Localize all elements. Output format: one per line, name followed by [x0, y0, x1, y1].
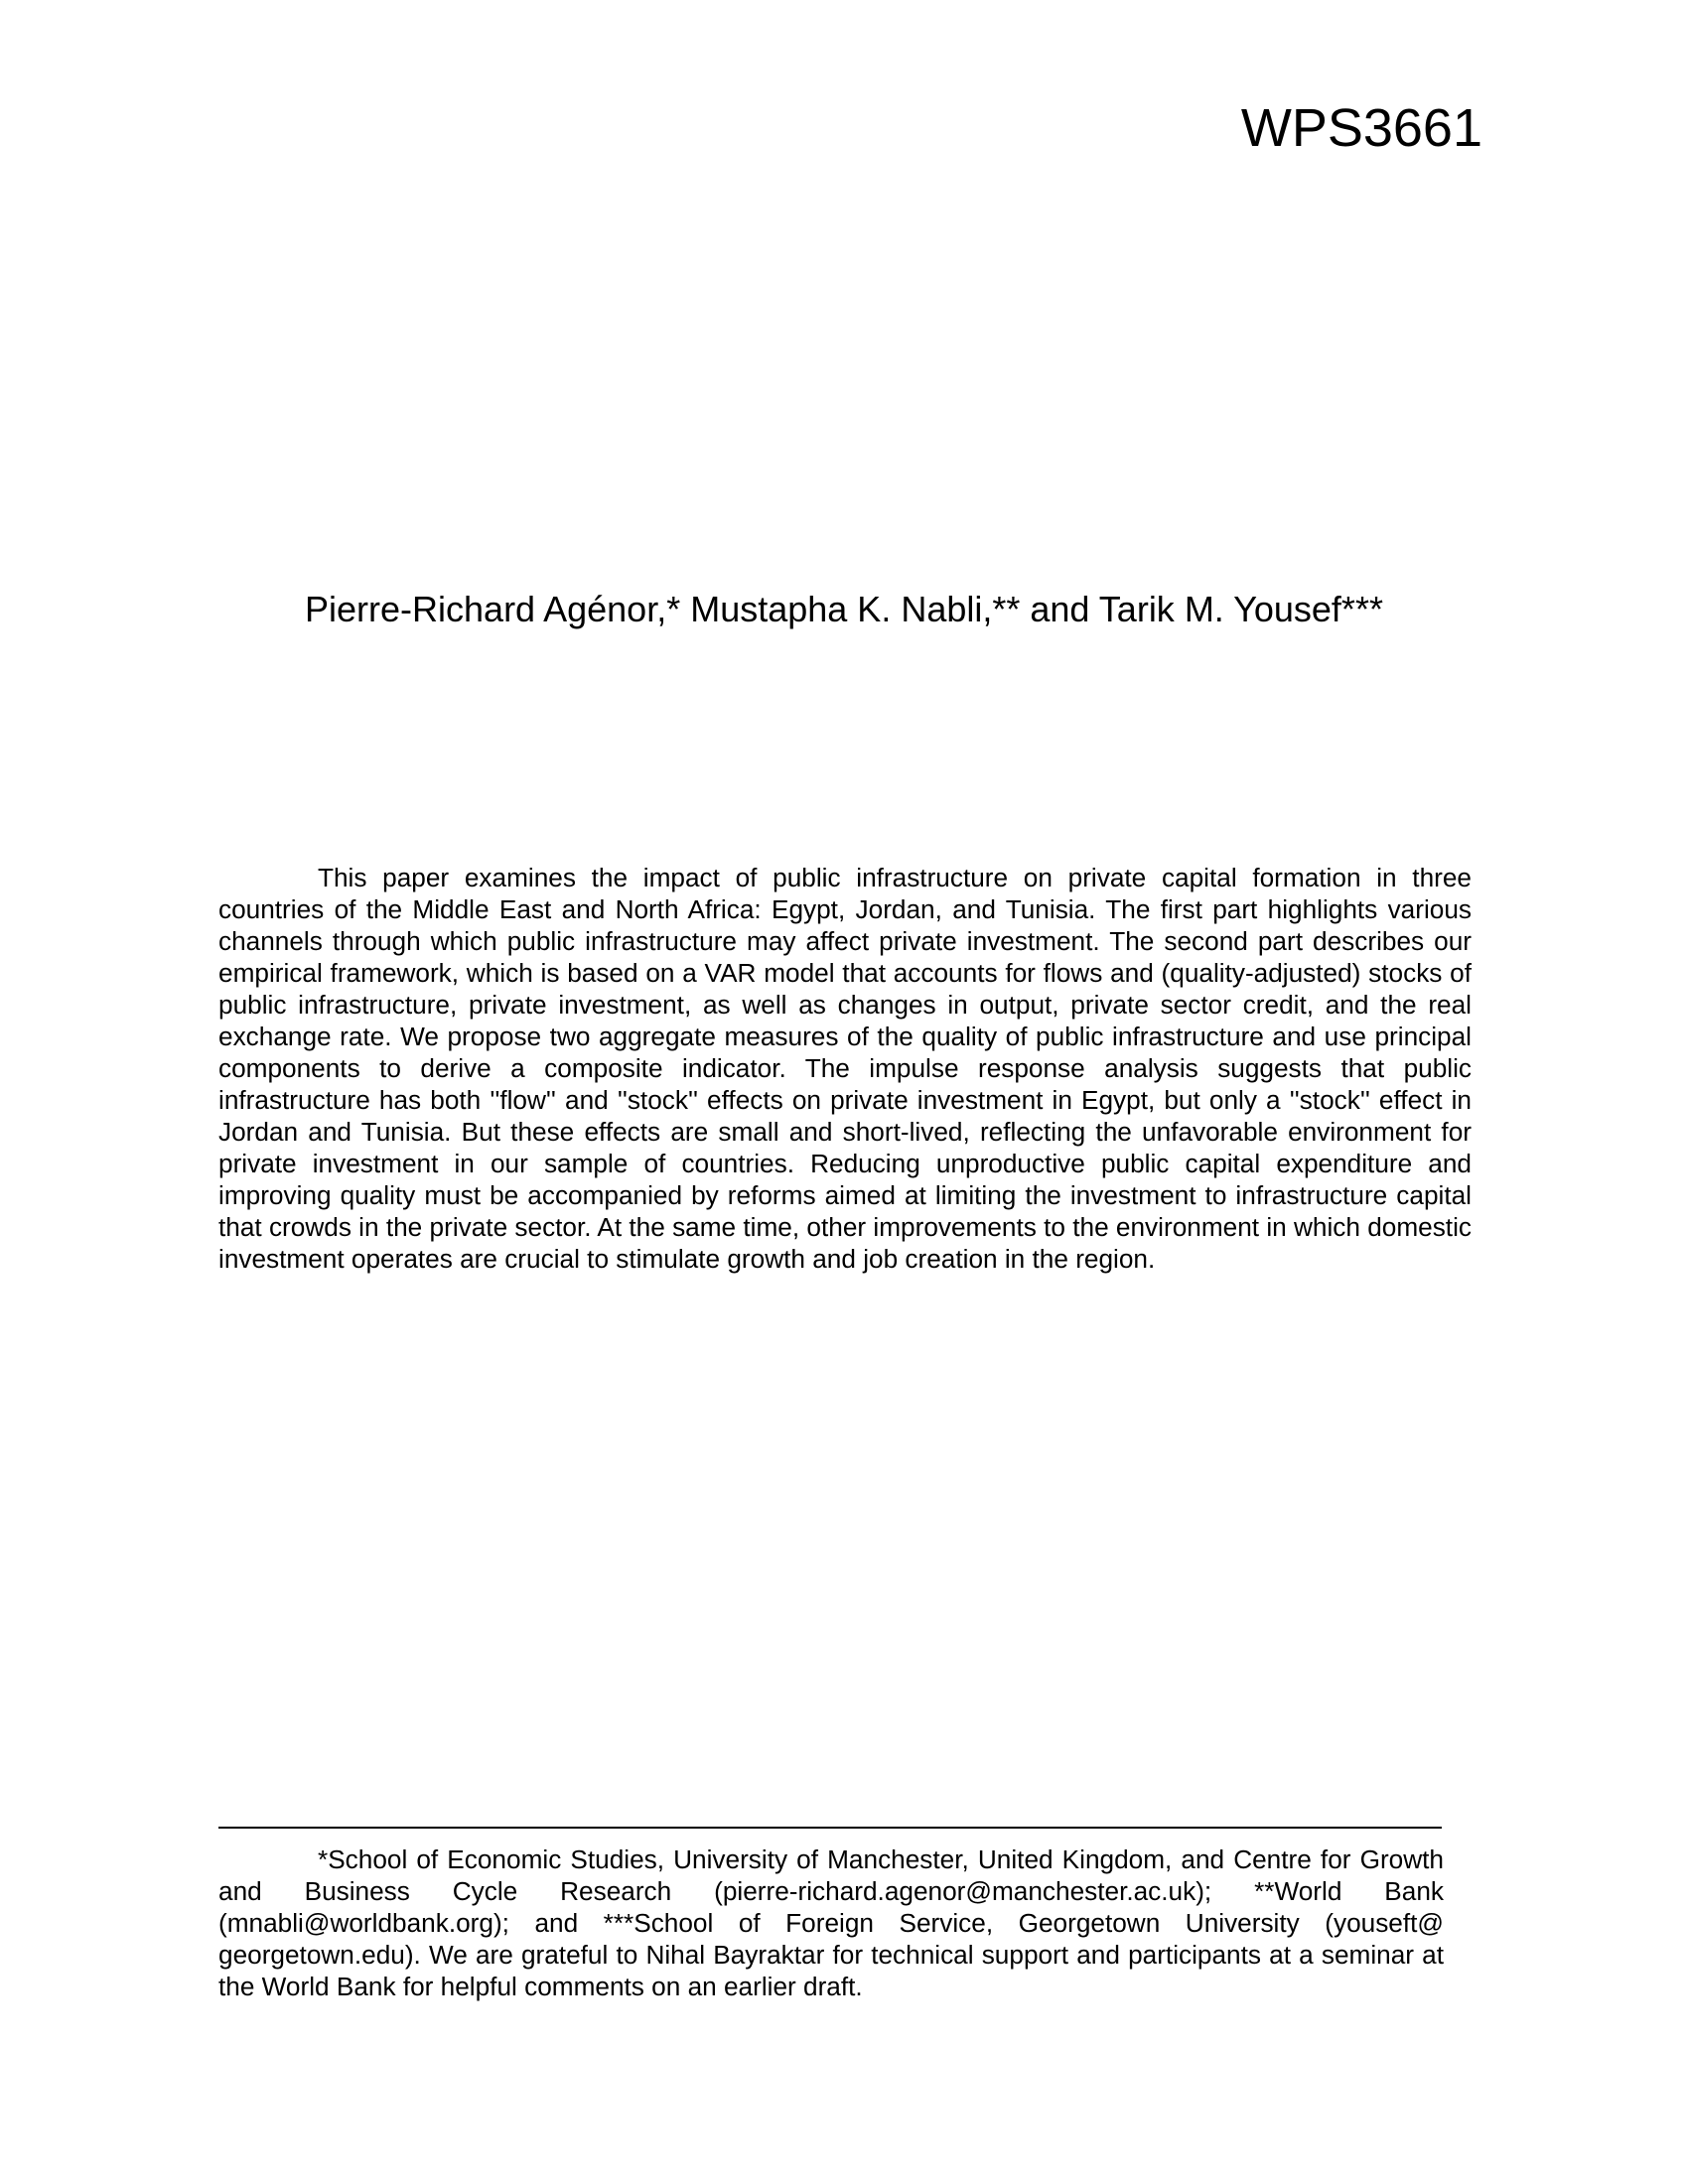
- author-affiliations-footnote: *School of Economic Studies, University of Manchester, United Kingdom, and Centre for Growth and Business Cycle Research (pierre-richard.agenor@manchester.ac.uk); **World Bank (mnabli@worldbank.org); and ***School of Foreign Service, Georgetown University (youseft@ georgetown.edu). We are grateful to Nihal Bayraktar for technical support and participants at a seminar at the World Bank for helpful comments on an earlier draft.: [218, 1844, 1444, 2001]
- abstract-paragraph: This paper examines the impact of public infrastructure on private capital formation in three countries of the Middle East and North Africa: Egypt, Jordan, and Tunisia. The first part highlights various channels through which public infrastructure may affect private investment. The second part describes our empirical framework, which is based on a VAR model that accounts for flows and (quality-adjusted) stocks of public infrastructure, private investment, as well as changes in output, private sector credit, and the real exchange rate. We propose two aggregate measures of the quality of public infrastructure and use principal components to derive a composite indicator. The impulse response analysis suggests that public infrastructure has both ''flow'' and ''stock'' effects on private investment in Egypt, but only a ''stock'' effect in Jordan and Tunisia. But these effects are small and short-lived, reflecting the unfavorable environment for private investment in our sample of countries. Reducing unproductive public capital expenditure and improving quality must be accompanied by reforms aimed at limiting the investment to infrastructure capital that crowds in the private sector. At the same time, other improvements to the environment in which domestic investment operates are crucial to stimulate growth and job creation in the region.: [218, 863, 1472, 1274]
- footnote-divider: [218, 1827, 1442, 1829]
- author-list: Pierre-Richard Agénor,* Mustapha K. Nabli,** and Tarik M. Yousef***: [305, 589, 1383, 629]
- document-id: WPS3661: [1240, 98, 1482, 158]
